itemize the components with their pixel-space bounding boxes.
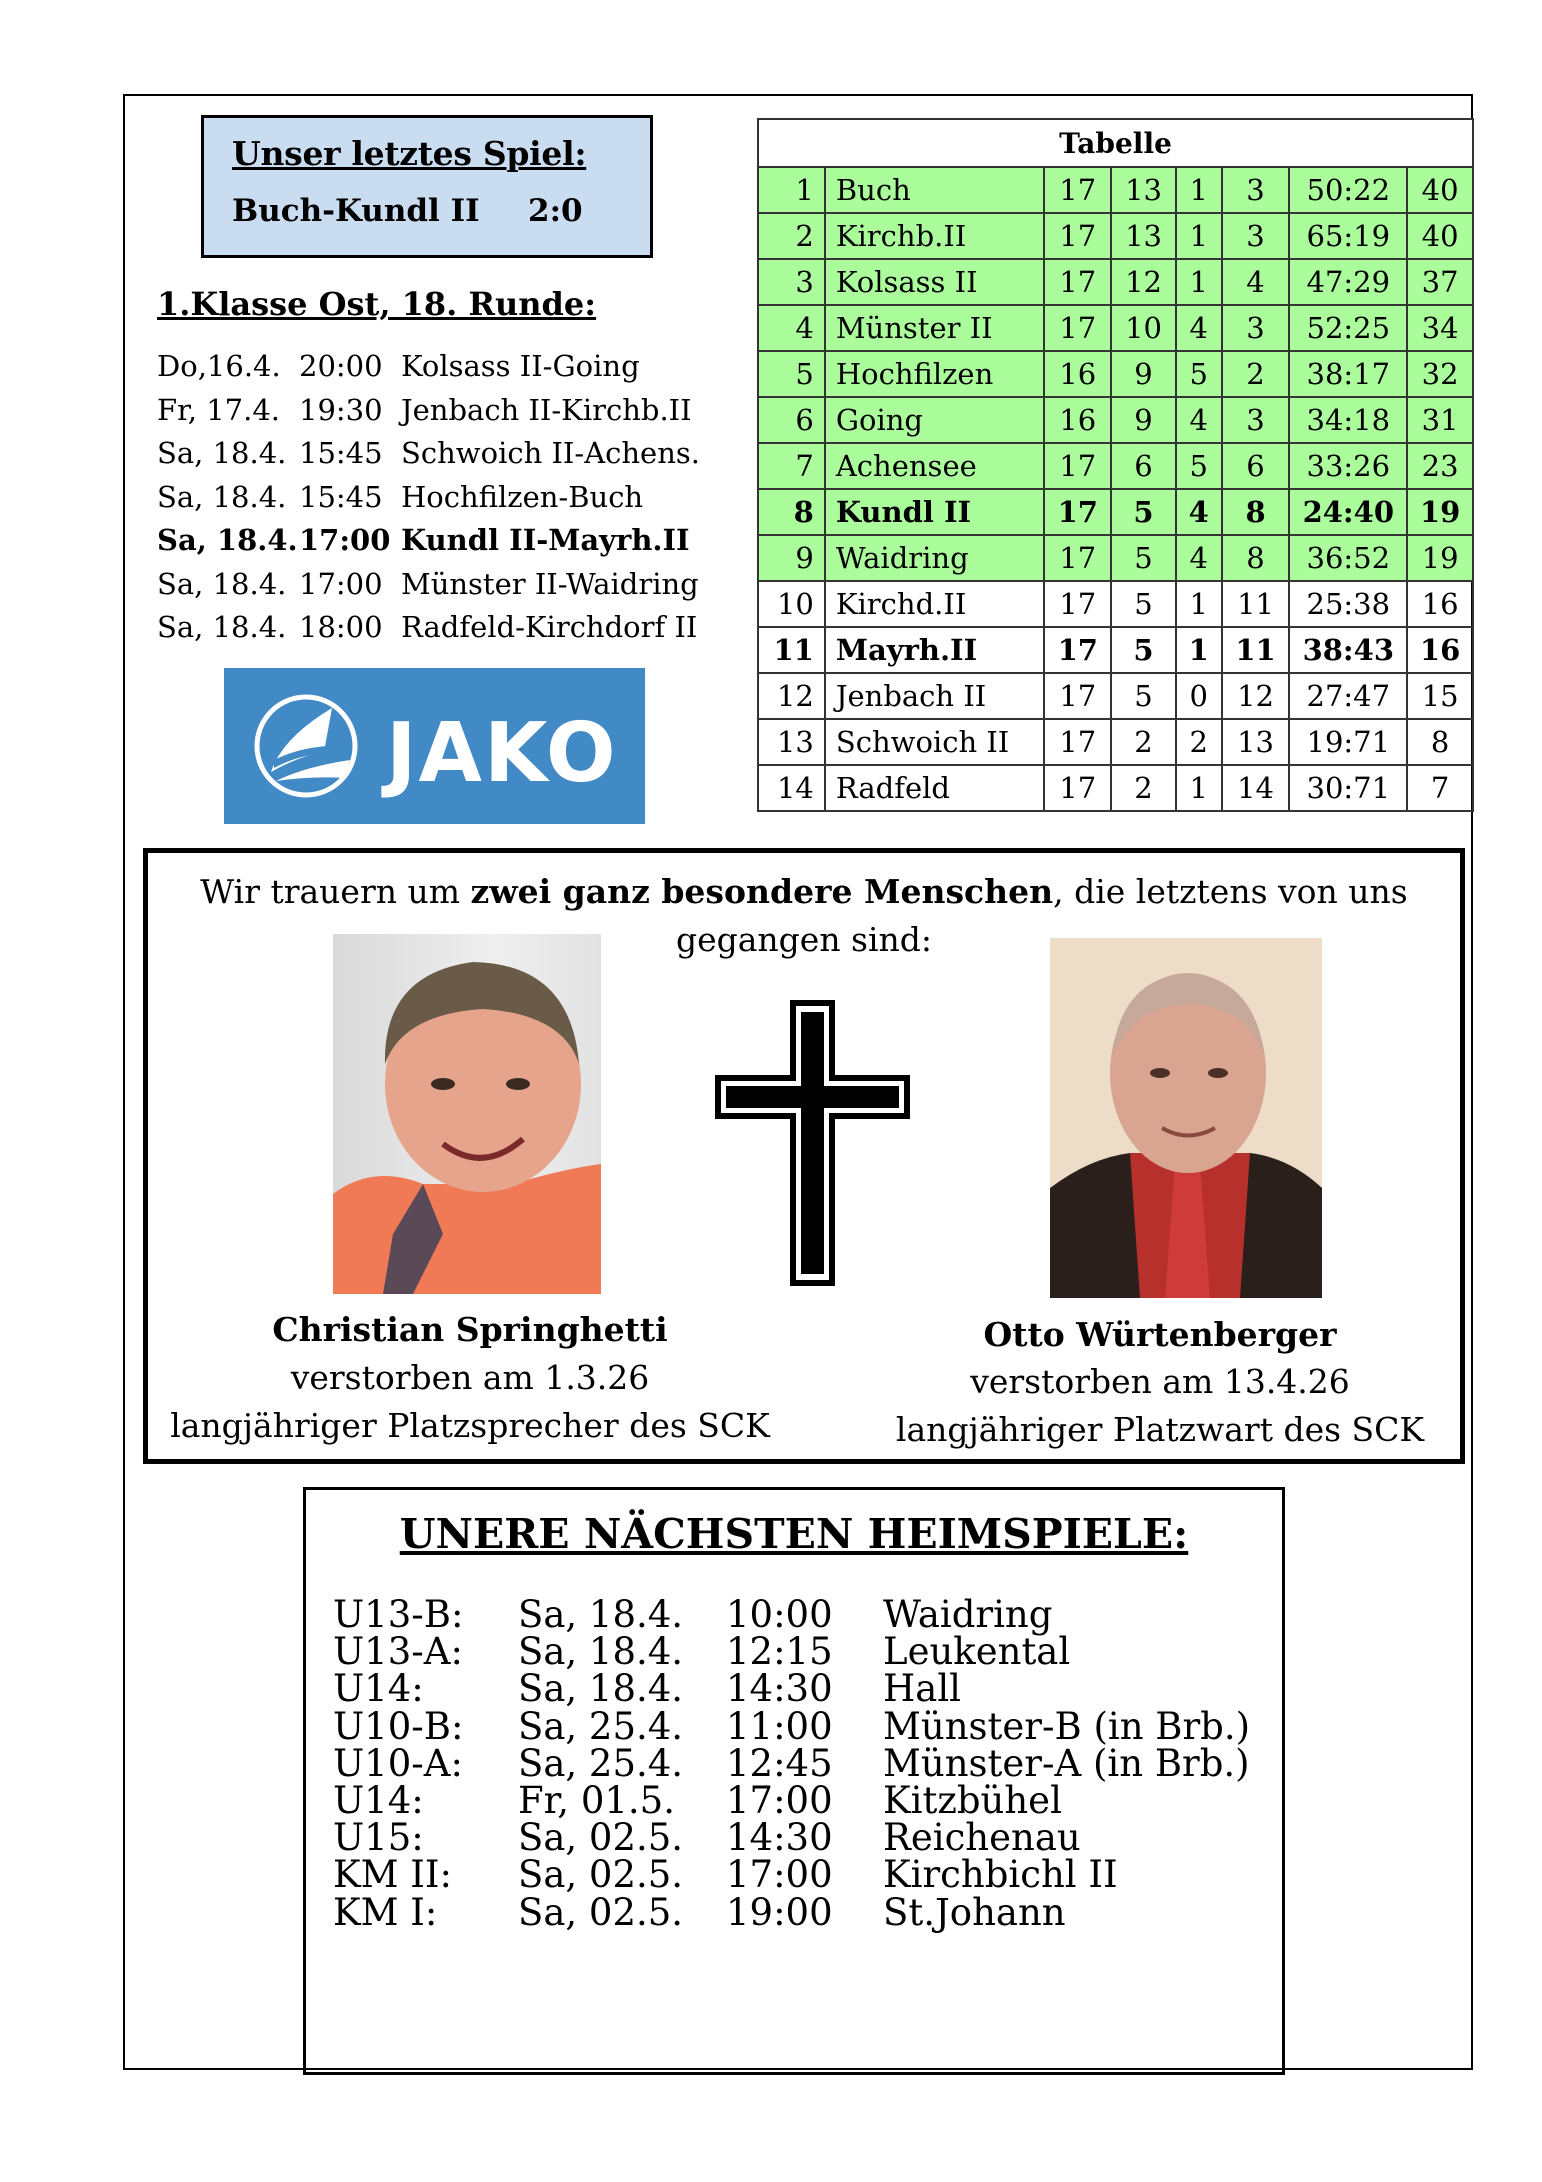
- table-cell-team: Schwoich II: [825, 719, 1045, 765]
- table-cell-rank: 14: [758, 765, 825, 811]
- table-cell-points: 15: [1407, 673, 1473, 719]
- fixture-time: 19:30: [299, 392, 383, 427]
- table-cell-won: 13: [1111, 213, 1176, 259]
- table-row: [758, 305, 1473, 351]
- table-row: [758, 765, 1473, 811]
- home-game-opponent: Waidring: [883, 1593, 1053, 1636]
- table-cell-goals: 25:38: [1289, 581, 1407, 627]
- table-cell-played: 17: [1044, 581, 1111, 627]
- table-cell-lost: 3: [1222, 213, 1290, 259]
- home-game-date: Sa, 02.5.: [518, 1853, 684, 1897]
- table-cell-won: 5: [1111, 627, 1176, 673]
- table-cell-played: 17: [1044, 443, 1111, 489]
- table-cell-rank: 2: [758, 213, 825, 259]
- table-cell-team: Radfeld: [825, 765, 1045, 811]
- table-cell-drawn: 4: [1176, 489, 1222, 535]
- table-cell-played: 16: [1044, 397, 1111, 443]
- table-cell-drawn: 0: [1176, 673, 1222, 719]
- home-game-team: U10-A:: [333, 1741, 463, 1785]
- table-row: [758, 397, 1473, 443]
- last-game-score: 2:0: [528, 193, 583, 229]
- table-cell-lost: 12: [1222, 673, 1290, 719]
- fixture-time: 15:45: [299, 479, 383, 514]
- table-cell-points: 23: [1407, 443, 1473, 489]
- table-cell-points: 19: [1407, 535, 1473, 581]
- table-cell-points: 32: [1407, 351, 1473, 397]
- home-game-time: 17:00: [726, 1779, 833, 1822]
- fixture-date: Sa, 18.4.: [157, 436, 287, 470]
- home-game-opponent: Reichenau: [883, 1816, 1081, 1860]
- table-cell-won: 5: [1111, 581, 1176, 627]
- home-game-time: 12:15: [726, 1630, 833, 1674]
- table-title: Tabelle: [758, 119, 1473, 167]
- table-cell-rank: 10: [758, 581, 825, 627]
- portrait-photo-christian: [333, 934, 601, 1294]
- table-cell-lost: 3: [1222, 397, 1290, 443]
- fixture-time: 18:00: [299, 610, 383, 644]
- last-game-match: Buch-Kundl II: [232, 193, 480, 229]
- table-cell-points: 7: [1407, 765, 1473, 811]
- home-game-opponent: Münster-B (in Brb.): [883, 1704, 1251, 1748]
- table-cell-drawn: 2: [1176, 719, 1222, 765]
- home-game-date: Sa, 18.4.: [518, 1667, 684, 1711]
- home-game-opponent: Hall: [883, 1667, 961, 1711]
- table-cell-played: 17: [1044, 213, 1111, 259]
- portrait-photo-otto: [1050, 938, 1322, 1298]
- table-cell-points: 40: [1407, 167, 1473, 213]
- table-cell-team: Kundl II: [825, 489, 1045, 535]
- table-cell-goals: 27:47: [1289, 673, 1407, 719]
- fixture-time: 20:00: [299, 349, 383, 383]
- table-cell-lost: 8: [1222, 489, 1290, 535]
- table-cell-points: 40: [1407, 213, 1473, 259]
- table-cell-rank: 13: [758, 719, 825, 765]
- table-cell-lost: 2: [1222, 351, 1290, 397]
- table-cell-drawn: 1: [1176, 167, 1222, 213]
- table-cell-drawn: 1: [1176, 765, 1222, 811]
- table-cell-won: 2: [1111, 765, 1176, 811]
- home-game-opponent: Leukental: [883, 1630, 1071, 1674]
- table-cell-rank: 8: [758, 489, 825, 535]
- table-cell-lost: 14: [1222, 765, 1290, 811]
- table-cell-drawn: 4: [1176, 305, 1222, 351]
- table-cell-rank: 7: [758, 443, 825, 489]
- fixture-match: Kolsass II-Going: [401, 349, 640, 383]
- table-row: [758, 259, 1473, 305]
- table-cell-lost: 11: [1222, 627, 1290, 673]
- table-cell-played: 17: [1044, 719, 1111, 765]
- table-cell-rank: 11: [758, 627, 825, 673]
- fixture-list: [157, 345, 737, 650]
- table-row: [758, 489, 1473, 535]
- fixture-row: [157, 389, 737, 433]
- table-cell-played: 17: [1044, 489, 1111, 535]
- table-cell-team: Mayrh.II: [825, 627, 1045, 673]
- fixture-row: [157, 519, 737, 563]
- fixture-row: [157, 563, 737, 607]
- home-game-time: 19:00: [726, 1890, 833, 1934]
- table-cell-points: 16: [1407, 581, 1473, 627]
- fixture-date: Fr, 17.4.: [157, 392, 281, 427]
- table-cell-team: Kolsass II: [825, 259, 1045, 305]
- table-cell-played: 17: [1044, 535, 1111, 581]
- home-game-time: 11:00: [726, 1704, 833, 1748]
- table-cell-drawn: 5: [1176, 351, 1222, 397]
- table-cell-goals: 36:52: [1289, 535, 1407, 581]
- table-cell-team: Achensee: [825, 443, 1045, 489]
- table-cell-goals: 33:26: [1289, 443, 1407, 489]
- table-cell-goals: 30:71: [1289, 765, 1407, 811]
- cross-icon: [713, 998, 913, 1288]
- table-cell-won: 5: [1111, 673, 1176, 719]
- table-cell-points: 34: [1407, 305, 1473, 351]
- home-game-opponent: St.Johann: [883, 1890, 1066, 1934]
- table-cell-drawn: 5: [1176, 443, 1222, 489]
- table-cell-played: 17: [1044, 673, 1111, 719]
- table-row: [758, 581, 1473, 627]
- table-cell-lost: 4: [1222, 259, 1290, 305]
- table-cell-drawn: 4: [1176, 397, 1222, 443]
- round-title: 1.Klasse Ost, 18. Runde:: [157, 285, 597, 323]
- table-cell-played: 17: [1044, 167, 1111, 213]
- home-game-opponent: Kitzbühel: [883, 1779, 1062, 1822]
- league-table: [757, 118, 1474, 812]
- table-cell-goals: 19:71: [1289, 719, 1407, 765]
- table-cell-rank: 9: [758, 535, 825, 581]
- table-row: [758, 719, 1473, 765]
- table-cell-rank: 12: [758, 673, 825, 719]
- table-cell-won: 6: [1111, 443, 1176, 489]
- fixture-match: Hochfilzen-Buch: [401, 479, 644, 514]
- table-cell-played: 17: [1044, 627, 1111, 673]
- table-cell-won: 9: [1111, 351, 1176, 397]
- table-cell-drawn: 1: [1176, 627, 1222, 673]
- person-died-2: verstorben am 13.4.26: [970, 1362, 1350, 1401]
- fixture-match: Jenbach II-Kirchb.II: [401, 392, 692, 427]
- table-cell-team: Kirchd.II: [825, 581, 1045, 627]
- sponsor-logo: [224, 668, 645, 824]
- home-game-date: Sa, 02.5.: [518, 1816, 684, 1860]
- fixture-match: Münster II-Waidring: [401, 566, 699, 601]
- home-game-time: 17:00: [726, 1853, 833, 1897]
- home-game-team: KM II:: [333, 1853, 452, 1897]
- home-game-opponent: Kirchbichl II: [883, 1853, 1118, 1897]
- table-cell-won: 5: [1111, 489, 1176, 535]
- person-role-1: langjähriger Platzsprecher des SCK: [170, 1406, 770, 1445]
- table-cell-goals: 24:40: [1289, 489, 1407, 535]
- jako-logo-text: JAKO: [386, 706, 618, 801]
- table-cell-team: Münster II: [825, 305, 1045, 351]
- last-game-title: Unser letztes Spiel:: [232, 134, 587, 173]
- table-row: [758, 535, 1473, 581]
- table-cell-points: 37: [1407, 259, 1473, 305]
- home-game-time: 14:30: [726, 1667, 833, 1711]
- memorial-intro-pre: Wir trauern um: [200, 872, 471, 911]
- fixture-date: Sa, 18.4.: [157, 566, 287, 601]
- table-cell-points: 8: [1407, 719, 1473, 765]
- fixture-time: 15:45: [299, 436, 383, 470]
- table-cell-drawn: 1: [1176, 259, 1222, 305]
- table-cell-team: Jenbach II: [825, 673, 1045, 719]
- person-role-2: langjähriger Platzwart des SCK: [895, 1410, 1425, 1449]
- home-game-team: U14:: [333, 1667, 424, 1711]
- home-game-team: U15:: [333, 1816, 424, 1860]
- table-cell-won: 12: [1111, 259, 1176, 305]
- table-cell-points: 16: [1407, 627, 1473, 673]
- fixture-date: Sa, 18.4.: [157, 610, 287, 644]
- fixture-match: Radfeld-Kirchdorf II: [401, 610, 698, 644]
- table-cell-lost: 11: [1222, 581, 1290, 627]
- table-cell-played: 17: [1044, 305, 1111, 351]
- table-cell-rank: 6: [758, 397, 825, 443]
- home-game-time: 12:45: [726, 1741, 833, 1785]
- last-game-box: [201, 115, 653, 258]
- table-cell-played: 17: [1044, 765, 1111, 811]
- home-game-date: Sa, 18.4.: [518, 1593, 684, 1636]
- table-cell-goals: 47:29: [1289, 259, 1407, 305]
- fixture-date: Do,16.4.: [157, 349, 281, 383]
- table-cell-goals: 52:25: [1289, 305, 1407, 351]
- table-cell-rank: 5: [758, 351, 825, 397]
- table-cell-lost: 13: [1222, 719, 1290, 765]
- home-game-team: U13-B:: [333, 1593, 464, 1636]
- table-cell-points: 31: [1407, 397, 1473, 443]
- home-game-date: Fr, 01.5.: [518, 1779, 675, 1822]
- table-cell-played: 17: [1044, 259, 1111, 305]
- home-game-team: U10-B:: [333, 1704, 464, 1748]
- table-cell-won: 5: [1111, 535, 1176, 581]
- table-cell-won: 10: [1111, 305, 1176, 351]
- fixture-time: 17:00: [299, 523, 391, 557]
- memorial-intro-line2: gegangen sind:: [675, 920, 933, 959]
- table-cell-lost: 8: [1222, 535, 1290, 581]
- table-cell-drawn: 1: [1176, 581, 1222, 627]
- table-cell-team: Kirchb.II: [825, 213, 1045, 259]
- table-cell-lost: 3: [1222, 167, 1290, 213]
- home-game-date: Sa, 02.5.: [518, 1890, 684, 1934]
- table-cell-team: Waidring: [825, 535, 1045, 581]
- table-cell-goals: 50:22: [1289, 167, 1407, 213]
- table-cell-team: Going: [825, 397, 1045, 443]
- table-cell-rank: 4: [758, 305, 825, 351]
- table-cell-points: 19: [1407, 489, 1473, 535]
- table-cell-rank: 1: [758, 167, 825, 213]
- fixture-match: Schwoich II-Achens.: [401, 436, 700, 470]
- home-game-opponent: Münster-A (in Brb.): [883, 1741, 1250, 1785]
- fixture-row: [157, 432, 737, 476]
- fixture-match: Kundl II-Mayrh.II: [401, 523, 690, 557]
- table-cell-lost: 6: [1222, 443, 1290, 489]
- table-row: [758, 351, 1473, 397]
- home-game-date: Sa, 25.4.: [518, 1741, 684, 1785]
- table-cell-drawn: 1: [1176, 213, 1222, 259]
- table-row: [758, 213, 1473, 259]
- table-cell-drawn: 4: [1176, 535, 1222, 581]
- table-row: [758, 167, 1473, 213]
- table-cell-lost: 3: [1222, 305, 1290, 351]
- fixture-time: 17:00: [299, 566, 383, 601]
- jako-logo-icon: [224, 668, 645, 824]
- fixture-date: Sa, 18.4.: [157, 523, 298, 557]
- home-game-team: KM I:: [333, 1890, 438, 1934]
- table-row: [758, 673, 1473, 719]
- table-cell-goals: 38:43: [1289, 627, 1407, 673]
- table-cell-goals: 65:19: [1289, 213, 1407, 259]
- home-game-team: U13-A:: [333, 1630, 463, 1674]
- home-games-title: [303, 1510, 1285, 1558]
- home-games-title-text: UNERE NÄCHSTEN HEIMSPIELE:: [399, 1510, 1189, 1558]
- fixture-row: [157, 606, 737, 650]
- table-cell-goals: 34:18: [1289, 397, 1407, 443]
- table-cell-won: 2: [1111, 719, 1176, 765]
- table-row: [758, 627, 1473, 673]
- home-game-time: 10:00: [726, 1593, 833, 1636]
- table-cell-won: 13: [1111, 167, 1176, 213]
- fixture-date: Sa, 18.4.: [157, 479, 287, 514]
- memorial-intro-post: , die letztens von uns: [1053, 872, 1408, 911]
- table-cell-goals: 38:17: [1289, 351, 1407, 397]
- person-name-1: Christian Springhetti: [272, 1310, 668, 1349]
- person-name-2: Otto Würtenberger: [983, 1315, 1337, 1354]
- table-cell-team: Buch: [825, 167, 1045, 213]
- table-cell-team: Hochfilzen: [825, 351, 1045, 397]
- fixture-row: [157, 345, 737, 389]
- table-cell-won: 9: [1111, 397, 1176, 443]
- memorial-intro-bold: zwei ganz besondere Menschen: [470, 872, 1054, 911]
- person-died-1: verstorben am 1.3.26: [290, 1358, 650, 1397]
- home-game-date: Sa, 18.4.: [518, 1630, 684, 1674]
- home-game-date: Sa, 25.4.: [518, 1704, 684, 1748]
- fixture-row: [157, 476, 737, 520]
- home-game-team: U14:: [333, 1779, 424, 1822]
- home-game-time: 14:30: [726, 1816, 833, 1860]
- table-row: [758, 443, 1473, 489]
- table-cell-rank: 3: [758, 259, 825, 305]
- table-cell-played: 16: [1044, 351, 1111, 397]
